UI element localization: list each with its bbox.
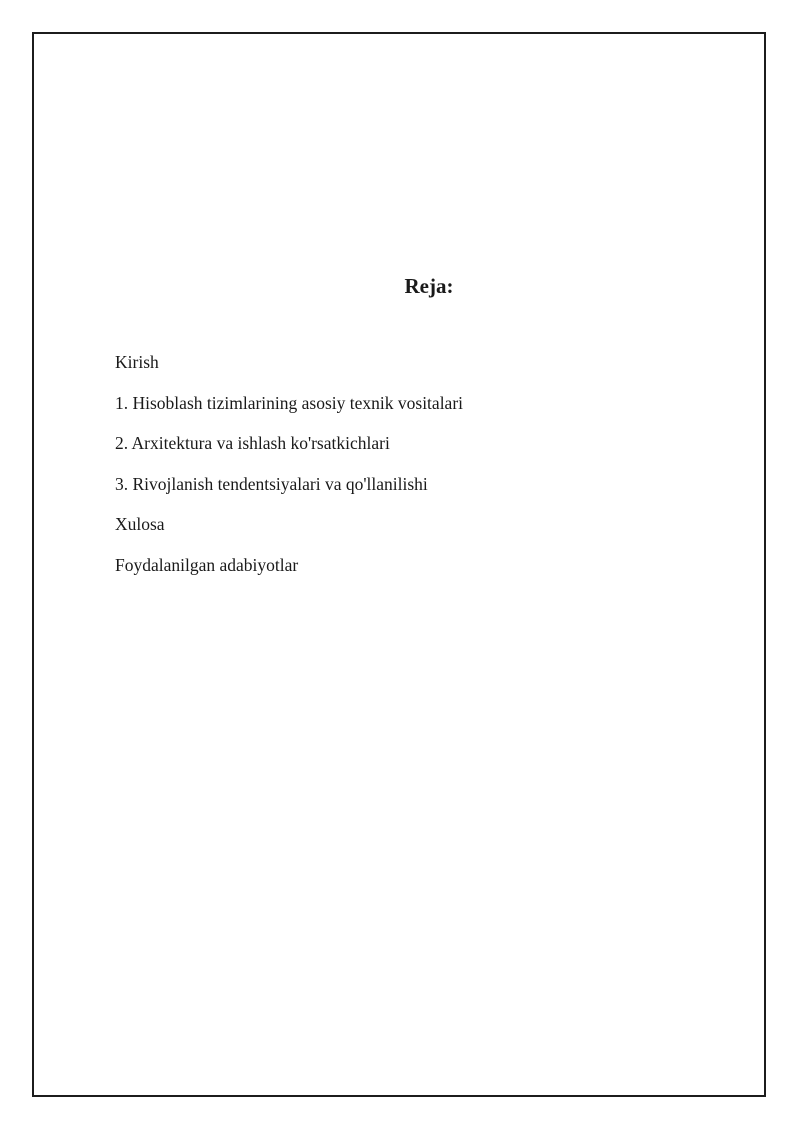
toc-item-section-2: 2. Arxitektura va ishlash ko'rsatkichlari [115,433,390,454]
toc-item-conclusion: Xulosa [115,514,165,535]
table-of-contents [115,349,463,593]
toc-item-introduction: Kirish [115,352,159,372]
toc-item-references: Foydalanilgan adabiyotlar [115,554,299,575]
toc-item-section-3: 3. Rivojlanish tendentsiyalari va qo'llanilishi [115,473,428,494]
page-title: Reja: [404,274,454,298]
toc-item-section-1: 1. Hisoblash tizimlarining asosiy texnik vositalari [115,392,464,413]
